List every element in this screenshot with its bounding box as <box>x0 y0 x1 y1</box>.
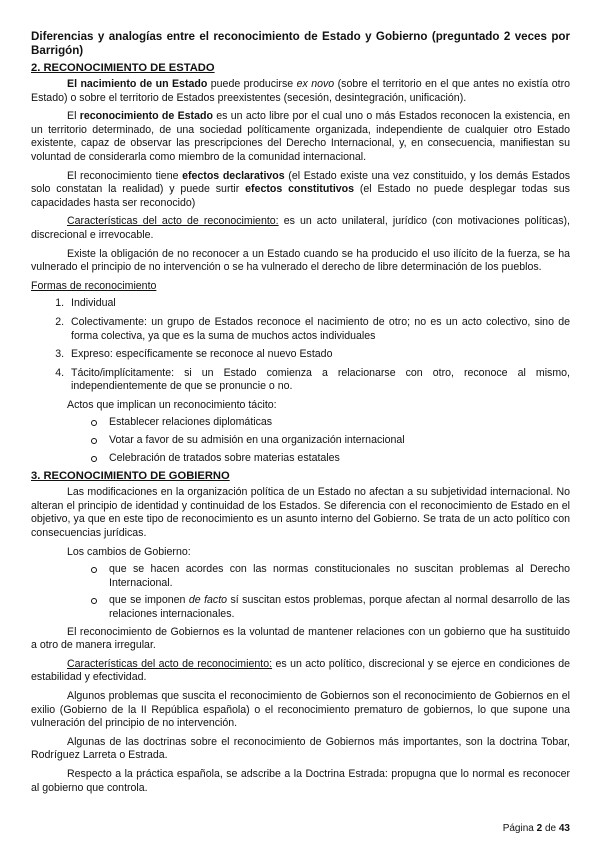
underlined-text: Características del acto de reconocimiento: <box>67 657 273 670</box>
text: (sobre el territorio en el que antes no existía otro Estado) o sobre el territorio de Estados preexistentes (secesión, desintegración, unificación). <box>31 78 570 104</box>
actos-list <box>31 416 570 465</box>
text: El <box>67 110 80 123</box>
list-item: 2. Colectivamente: un grupo de Estados reconoce el nacimiento de otro; no es un acto colectivo, sino de forma colectiva, ya que es la suma de muchos actos individuales <box>67 316 570 343</box>
page-sep: de <box>542 823 559 834</box>
total-pages: 43 <box>558 823 570 834</box>
paragraph <box>31 215 570 242</box>
page-label: Página <box>502 823 537 834</box>
text: que se imponen <box>109 594 189 607</box>
list-item: 3. Expreso: específicamente se reconoce al nuevo Estado <box>67 348 570 362</box>
text: sí suscitan estos problemas, porque afectan al normal desarrollo de las relaciones internacionales. <box>109 594 570 620</box>
paragraph <box>31 170 570 211</box>
text: es un acto libre por el cual uno o más Estados reconocen la existencia, en un territorio determinado, de una sociedad políticamente organizada, independiente de cualquier otro Estado existente, capaz de observar las prescripciones del Derecho Internacional, y, en consecuencia, manifiestan su voluntad de considerarla como miembro de la comunidad internacional. <box>31 110 570 163</box>
actos-intro: Actos que implican un reconocimiento tácito: <box>67 398 277 411</box>
page-number <box>503 822 570 836</box>
text: (el Estado no puede desplegar todas sus capacidades hasta ser reconocido) <box>31 183 570 209</box>
underlined-text: Características del acto de reconocimiento: <box>67 215 279 228</box>
bold-text: efectos constitutivos <box>245 183 355 196</box>
italic-text: ex novo <box>296 78 335 90</box>
paragraph: Algunas de las doctrinas sobre el reconocimiento de Gobiernos más importantes, son la doctrina Tobar, Rodríguez Larreta o Estrada. <box>31 735 570 762</box>
current-page: 2 <box>536 823 543 834</box>
section-heading-gobierno: 3. RECONOCIMIENTO DE GOBIERNO <box>31 470 230 483</box>
paragraph <box>31 78 570 105</box>
text: El reconocimiento tiene <box>67 169 183 182</box>
paragraph: Respecto a la práctica española, se adscribe a la Doctrina Estrada: propugna que lo normal es reconocer al gobierno que controla. <box>31 767 570 794</box>
list-item: 4. Tácito/implícitamente: si un Estado comienza a relacionarse con otro, reconoce al mismo, independientemente de que se pronuncie o no. <box>67 367 570 394</box>
list-item <box>91 594 570 621</box>
page-title: Diferencias y analogías entre el reconocimiento de Estado y Gobierno (preguntado 2 veces por Barrigón) <box>31 30 570 57</box>
cambios-list <box>31 563 570 621</box>
paragraph: El reconocimiento de Gobiernos es la voluntad de mantener relaciones con un gobierno que ha sustituido a otro de manera irregular. <box>31 625 570 652</box>
text: es un acto político, discrecional y se ejerce en condiciones de estabilidad y efectividad. <box>31 657 570 684</box>
formas-list <box>31 297 570 394</box>
text: (el Estado existe una vez constituido, y los demás Estados solo constatan la realidad) y puede surtir <box>31 169 571 196</box>
bold-text: efectos declarativos <box>182 169 285 182</box>
paragraph: Existe la obligación de no reconocer a un Estado cuando se ha producido el uso ilícito de la fuerza, se ha vulnerado el principio de no intervención o se ha vulnerado el derecho de libre determinación de los pueblos. <box>31 247 570 274</box>
bold-text: El nacimiento de un Estado <box>67 78 208 90</box>
list-item: Establecer relaciones diplomáticas <box>91 416 570 430</box>
subheading-formas: Formas de reconocimiento <box>31 279 157 292</box>
italic-text: de facto <box>188 594 228 607</box>
cambios-intro: Los cambios de Gobierno: <box>67 545 191 558</box>
list-item: Votar a favor de su admisión en una organización internacional <box>91 434 570 448</box>
list-item: Celebración de tratados sobre materias estatales <box>91 452 570 466</box>
paragraph: Las modificaciones en la organización política de un Estado no afectan a su subjetividad internacional. No alteran el principio de identidad y continuidad de los Estados. Se diferencia con el reconocimiento de Estado en el objetivo, ya que en este tipo de reconocimiento es un asunto interno del Gobierno. Se trata de un acto político con consecuencias jurídicas. <box>31 486 570 540</box>
list-item: que se hacen acordes con las normas constitucionales no suscitan problemas al Derecho Internacional. <box>91 563 570 590</box>
bold-text: reconocimiento de Estado <box>79 110 213 123</box>
paragraph <box>31 110 570 164</box>
text: puede producirse <box>207 78 297 90</box>
paragraph <box>31 658 570 685</box>
text: es un acto unilateral, jurídico (con motivaciones políticas), discrecional e irrevocable. <box>31 215 570 241</box>
list-item: 1. Individual <box>67 297 570 311</box>
paragraph: Algunos problemas que suscita el reconocimiento de Gobiernos son el reconocimiento de Gobiernos en el exilio (Gobierno de la II República española) o el reconocimiento prematuro de gobiernos, lo que supone una vulneración del principio de no intervención. <box>31 689 570 730</box>
page-content <box>31 30 570 800</box>
section-heading-estado: 2. RECONOCIMIENTO DE ESTADO <box>31 62 215 74</box>
